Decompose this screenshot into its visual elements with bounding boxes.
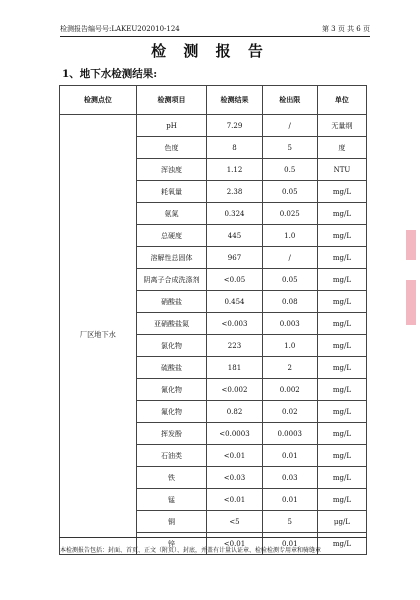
section-title: 1、地下水检测结果:	[62, 68, 158, 80]
limit-cell: 0.002	[262, 379, 317, 401]
result-cell: 181	[207, 357, 262, 379]
footer-divider	[59, 537, 367, 538]
item-cell: 锰	[136, 489, 207, 511]
limit-cell: /	[262, 115, 317, 137]
unit-cell: mg/L	[317, 313, 366, 335]
col-location: 检测点位	[60, 86, 137, 115]
limit-cell: 0.08	[262, 291, 317, 313]
limit-cell: 1.0	[262, 225, 317, 247]
unit-cell: mg/L	[317, 379, 366, 401]
location-cell: 厂区地下水	[60, 115, 137, 555]
report-title: 检 测 报 告	[151, 42, 269, 60]
unit-cell: mg/L	[317, 357, 366, 379]
item-cell: 氯化物	[136, 335, 207, 357]
footer-note: 本检测报告包括：封面、首页、正文（附页）、封底，并盖有计量认证章、检验检测专用章和骑缝章	[60, 547, 322, 554]
result-cell: 223	[207, 335, 262, 357]
result-cell: 967	[207, 247, 262, 269]
item-cell: 耗氧量	[136, 181, 207, 203]
result-cell: <0.01	[207, 489, 262, 511]
limit-cell: 0.05	[262, 269, 317, 291]
limit-cell: 0.01	[262, 489, 317, 511]
result-cell: <0.01	[207, 445, 262, 467]
item-cell: 硫酸盐	[136, 357, 207, 379]
limit-cell: 0.003	[262, 313, 317, 335]
unit-cell: mg/L	[317, 225, 366, 247]
result-cell: 0.454	[207, 291, 262, 313]
unit-cell: mg/L	[317, 247, 366, 269]
limit-cell: 0.05	[262, 181, 317, 203]
item-cell: 浑浊度	[136, 159, 207, 181]
limit-cell: 5	[262, 137, 317, 159]
item-cell: 溶解性总固体	[136, 247, 207, 269]
item-cell: 锌	[136, 533, 207, 555]
table-row	[60, 115, 367, 137]
unit-cell: 度	[317, 137, 366, 159]
result-cell: <0.0003	[207, 423, 262, 445]
item-cell: 氰化物	[136, 379, 207, 401]
result-cell: 8	[207, 137, 262, 159]
seal-stamp-mark	[406, 280, 416, 325]
result-cell: 0.82	[207, 401, 262, 423]
page-header	[60, 20, 370, 37]
item-cell: 硝酸盐	[136, 291, 207, 313]
col-limit: 检出限	[262, 86, 317, 115]
item-cell: 总硬度	[136, 225, 207, 247]
unit-cell: NTU	[317, 159, 366, 181]
result-cell: 445	[207, 225, 262, 247]
limit-cell: 1.0	[262, 335, 317, 357]
limit-cell: 0.03	[262, 467, 317, 489]
groundwater-results-table	[59, 85, 367, 555]
limit-cell: 0.025	[262, 203, 317, 225]
unit-cell: mg/L	[317, 269, 366, 291]
table-body	[60, 115, 367, 555]
limit-cell: /	[262, 247, 317, 269]
item-cell: 色度	[136, 137, 207, 159]
item-cell: pH	[136, 115, 207, 137]
limit-cell: 0.5	[262, 159, 317, 181]
limit-cell: 0.02	[262, 401, 317, 423]
col-result: 检测结果	[207, 86, 262, 115]
unit-cell: mg/L	[317, 335, 366, 357]
result-cell: 2.38	[207, 181, 262, 203]
result-cell: <5	[207, 511, 262, 533]
result-cell: <0.002	[207, 379, 262, 401]
limit-cell: 0.01	[262, 445, 317, 467]
seal-stamp-mark	[406, 230, 416, 260]
limit-cell: 2	[262, 357, 317, 379]
col-item: 检测项目	[136, 86, 207, 115]
item-cell: 氟化物	[136, 401, 207, 423]
unit-cell: 无量纲	[317, 115, 366, 137]
result-cell: 1.12	[207, 159, 262, 181]
unit-cell: μg/L	[317, 511, 366, 533]
unit-cell: mg/L	[317, 467, 366, 489]
item-cell: 亚硝酸盐氮	[136, 313, 207, 335]
limit-cell: 0.0003	[262, 423, 317, 445]
result-cell: <0.05	[207, 269, 262, 291]
result-cell: <0.01	[207, 533, 262, 555]
result-cell: 0.324	[207, 203, 262, 225]
item-cell: 铁	[136, 467, 207, 489]
item-cell: 氨氮	[136, 203, 207, 225]
result-cell: <0.03	[207, 467, 262, 489]
item-cell: 阴离子合成洗涤剂	[136, 269, 207, 291]
item-cell: 石油类	[136, 445, 207, 467]
item-cell: 挥发酚	[136, 423, 207, 445]
limit-cell: 0.01	[262, 533, 317, 555]
unit-cell: mg/L	[317, 489, 366, 511]
page-info: 第 3 页 共 6 页	[321, 25, 370, 33]
unit-cell: mg/L	[317, 533, 366, 555]
unit-cell: mg/L	[317, 203, 366, 225]
result-cell: 7.29	[207, 115, 262, 137]
unit-cell: mg/L	[317, 401, 366, 423]
report-number: 检测报告编号号:LAKEU202010-124	[60, 25, 180, 33]
limit-cell: 5	[262, 511, 317, 533]
table-header-row	[60, 86, 367, 115]
result-cell: <0.003	[207, 313, 262, 335]
item-cell: 铜	[136, 511, 207, 533]
col-unit: 单位	[317, 86, 366, 115]
unit-cell: mg/L	[317, 181, 366, 203]
unit-cell: mg/L	[317, 423, 366, 445]
unit-cell: mg/L	[317, 291, 366, 313]
unit-cell: mg/L	[317, 445, 366, 467]
